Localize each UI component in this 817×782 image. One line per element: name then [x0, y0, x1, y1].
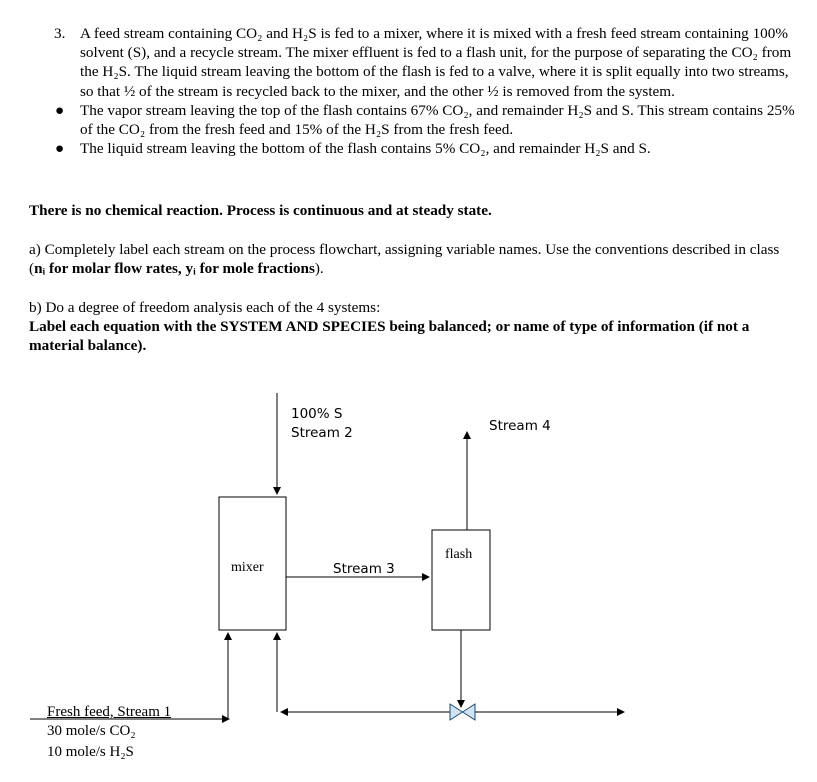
part-b-line1: b) Do a degree of freedom analysis each of the 4 systems: [29, 299, 381, 316]
problem-number: 3. [54, 25, 66, 42]
part-a-end: ). [314, 260, 324, 278]
feed-h2s: 10 mole/s H₂S [47, 744, 134, 760]
fresh-feed-label [47, 703, 171, 721]
bullet-liquid: The liquid stream leaving the bottom of the flash contains 5% CO₂, and remainder H₂S and S. [80, 140, 651, 158]
bullet-vapor: The vapor stream leaving the top of the flash contains 67% CO₂, and remainder H₂S and S. This stream contains 25% of the CO₂ from the fresh feed and 15% of the H₂S from the fresh feed. [80, 101, 795, 139]
stream2-label: Stream 2 [291, 425, 353, 441]
part-b-line2: Label each equation with the SYSTEM AND SPECIES being balanced; or name of type of information (if not a material balance). [29, 318, 750, 355]
problem-intro: A feed stream containing CO₂ and H₂S is fed to a mixer, where it is mixed with a fresh feed stream containing 100% solvent (S), and a recycle stream. The mixer effluent is fed to a flash unit, for the purpose of separating the CO₂ from the H₂S. The liquid stream leaving the bottom of the flash is fed to a valve, where it is split equally into two streams, so that ½ of the stream is recycled back to the mixer, and the other ½ is removed from the system. [80, 25, 792, 100]
feed-co2: 30 mole/s CO₂ [47, 723, 136, 739]
bullet-dot-icon: ● [55, 140, 65, 158]
part-a-conventions: nᵢ for molar flow rates, yᵢ for mole fractions [34, 260, 315, 278]
fresh-feed-title: Fresh feed, Stream 1 [47, 704, 172, 720]
flash-label: flash [445, 547, 473, 562]
process-statement: There is no chemical reaction. Process is continuous and at steady state. [29, 202, 492, 219]
stream4-label: Stream 4 [489, 418, 551, 434]
part-a-text: a) Completely label each stream on the process flowchart, assigning variable names. Use the conventions described in class ( [29, 241, 780, 278]
stream3-label: Stream 3 [333, 561, 395, 577]
flash-box [432, 530, 490, 630]
bullet-dot-icon: ● [55, 101, 65, 119]
stream2-composition: 100% S [291, 406, 343, 422]
valve-icon [450, 704, 475, 720]
mixer-label: mixer [231, 560, 264, 575]
